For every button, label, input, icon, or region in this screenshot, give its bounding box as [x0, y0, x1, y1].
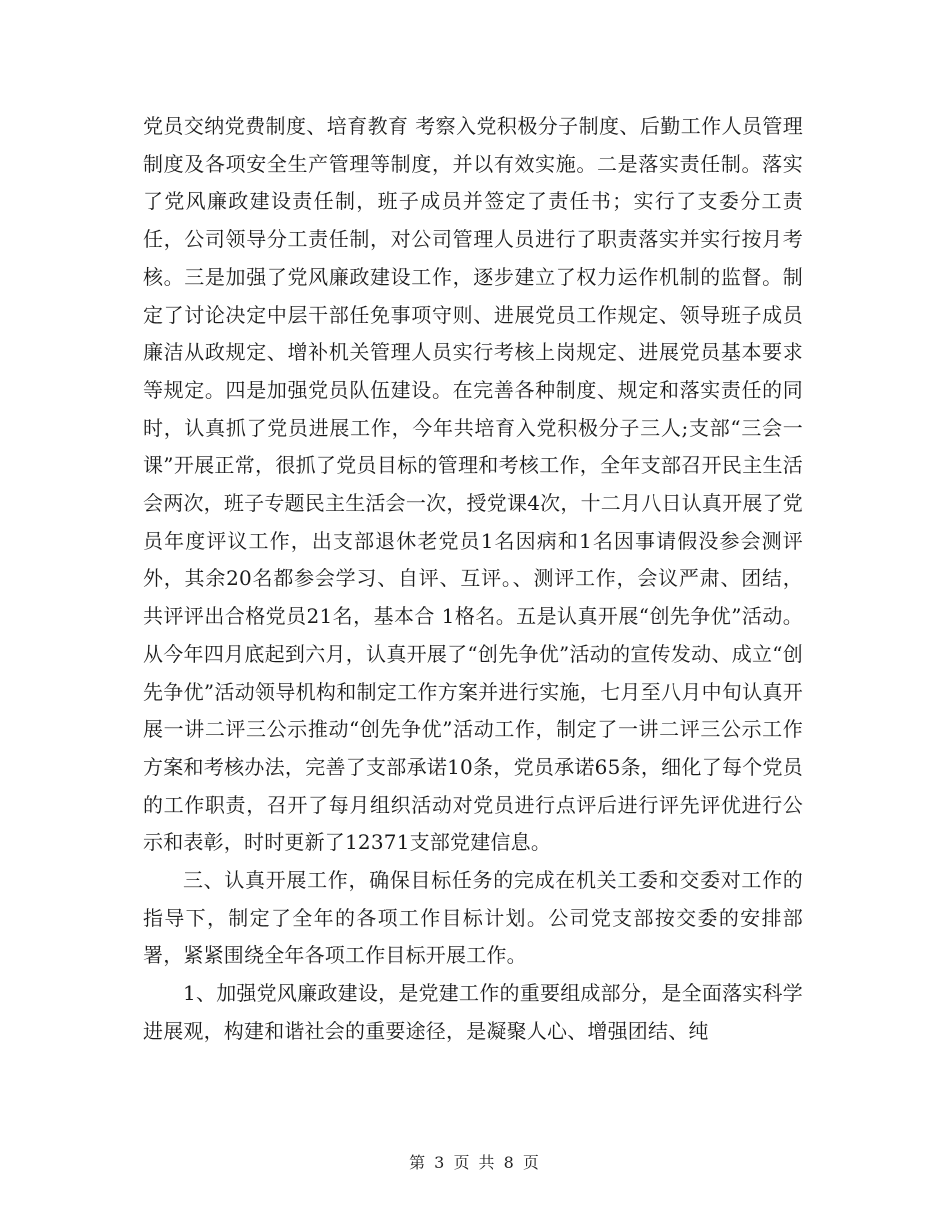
document-body — [143, 108, 803, 1051]
body-paragraph-2: 三、认真开展工作，确保目标任务的完成在机关工委和交委对工作的指导下，制定了全年的各项工作目标计划。公司党支部按交委的安排部署，紧紧围绕全年各项工作目标开展工作。 — [143, 868, 803, 968]
page-number-footer: 第 3 页 共 8 页 — [409, 1153, 541, 1172]
body-paragraph-3: 1、加强党风廉政建设，是党建工作的重要组成部分，是全面落实科学进展观，构建和谐社会的重要途径，是凝聚人心、增强团结、纯 — [143, 981, 803, 1043]
body-paragraph-1: 党员交纳党费制度、培育教育 考察入党积极分子制度、后勤工作人员管理制度及各项安全生产管理等制度，并以有效实施。二是落实责任制。落实了党风廉政建设责任制，班子成员并签定了责任书；实行了支委分工责任，公司领导分工责任制，对公司管理人员进行了职责落实并实行按月考核。三是加强了党风廉政建设工作，逐步建立了权力运作机制的监督。制定了讨论决定中层干部任免事项守则、进展党员工作规定、领导班子成员廉洁从政规定、增补机关管理人员实行考核上岗规定、进展党员基本要求等规定。四是加强党员队伍建设。在完善各种制度、规定和落实责任的同时，认真抓了党员进展工作，今年共培育入党积极分子三人;支部“三会一课”开展正常，很抓了党员目标的管理和考核工作，全年支部召开民主生活会两次，班子专题民主生活会一次，授党课4次，十二月八日认真开展了党员年度评议工作，出支部退休老党员1名因病和1名因事请假没参会测评外，其余20名都参会学习、自评、互评。、测评工作，会议严肃、团结，共评评出合格党员21名，基本合 1格名。五是认真开展“创先争优”活动。从今年四月底起到六月，认真开展了“创先争优”活动的宣传发动、成立“创先争优”活动领导机构和制定工作方案并进行实施，七月至八月中旬认真开展一讲二评三公示推动“创先争优”活动工作，制定了一讲二评三公示工作方案和考核办法，完善了支部承诺10条，党员承诺65条，细化了每个党员的工作职责，召开了每月组织活动对党员进行点评后进行评先评优进行公示和表彰，时时更新了12371支部党建信息。 — [143, 114, 803, 855]
